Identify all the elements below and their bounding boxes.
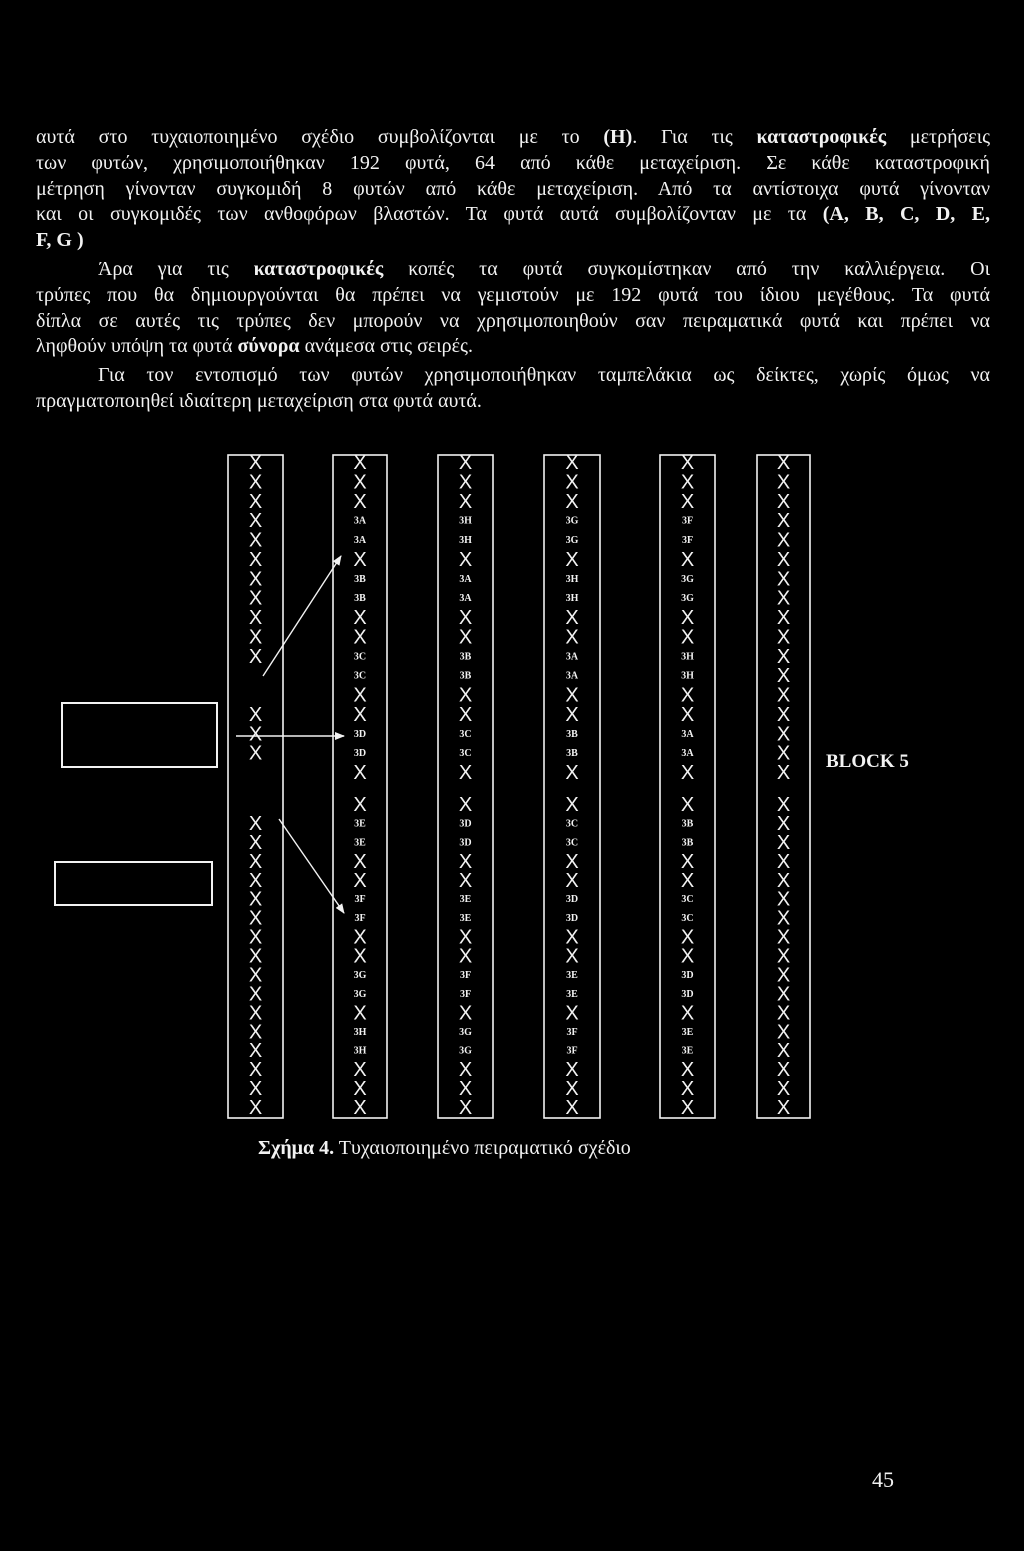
plant-label: 3H <box>353 1045 367 1057</box>
cross-mark: X <box>565 471 579 494</box>
cross-mark: X <box>776 452 791 474</box>
text-segment: . Για τις <box>632 126 757 148</box>
cross-mark: X <box>248 1097 263 1120</box>
cross-mark: X <box>353 1097 367 1120</box>
plant-label: 3C <box>565 837 579 849</box>
cross-mark: X <box>680 1078 695 1101</box>
cross-mark: X <box>248 645 263 668</box>
plant-label: 3A <box>681 748 694 760</box>
plant-label: 3H <box>459 515 472 527</box>
plant-label: 3C <box>353 651 367 663</box>
cross-mark: X <box>353 945 367 968</box>
plant-label: 3D <box>565 894 579 906</box>
cross-mark: X <box>248 529 263 552</box>
text-segment: Για τον εντοπισμό των φυτών χρησιμοποιήθηκαν ταμπελάκια ως δείκτες, χωρίς όμως να <box>98 364 990 387</box>
cross-mark: X <box>776 926 791 949</box>
text-segment: των φυτών, χρησιμοποιήθηκαν 192 φυτά, 64 από κάθε μεταχείριση. Σε κάθε καταστροφική <box>36 151 990 174</box>
caption-label: Σχήμα 4. <box>258 1137 335 1159</box>
cross-mark: X <box>248 723 263 746</box>
cross-mark: X <box>248 1021 263 1044</box>
cross-mark: X <box>353 1002 367 1025</box>
cross-mark: X <box>248 1040 263 1063</box>
cross-mark: X <box>776 471 791 494</box>
cross-mark: X <box>776 587 791 610</box>
plant-label: 3E <box>354 837 366 849</box>
cross-mark: X <box>565 794 579 816</box>
cross-mark: X <box>776 907 791 930</box>
plant-label: 3A <box>565 651 579 663</box>
cross-mark: X <box>565 684 579 707</box>
cross-mark: X <box>353 626 367 649</box>
cross-mark: X <box>353 762 367 784</box>
text-segment: δίπλα σε αυτές τις τρύπες δεν μπορούν να χρησιμοποιηθούν σαν πειραματικά φυτά και πρέπει να <box>36 309 990 332</box>
cross-mark: X <box>565 762 579 784</box>
cross-mark: X <box>353 703 367 726</box>
cross-mark: X <box>458 1059 473 1082</box>
cross-mark: X <box>248 964 263 987</box>
cross-mark: X <box>458 684 473 707</box>
cross-mark: X <box>776 1002 791 1025</box>
cross-mark: X <box>776 794 791 816</box>
plant-label: 3F <box>459 969 472 981</box>
plant-label: 3F <box>354 894 366 906</box>
plant-label: 3H <box>565 573 579 585</box>
cross-mark: X <box>680 607 695 629</box>
plant-label: 3A <box>353 515 367 527</box>
cross-mark: X <box>458 945 473 968</box>
plant-label: 3A <box>681 728 694 740</box>
cross-mark: X <box>776 510 791 533</box>
cross-mark: X <box>458 926 473 949</box>
cross-mark: X <box>458 703 473 726</box>
text-segment: Άρα για τις <box>98 257 254 280</box>
plant-label: 3B <box>566 748 578 760</box>
cross-mark: X <box>680 684 695 707</box>
plant-label: 3D <box>459 837 472 849</box>
cross-mark: X <box>680 626 695 649</box>
cross-mark: X <box>565 1059 579 1082</box>
cross-mark: X <box>248 831 263 854</box>
cross-mark: X <box>353 1059 367 1082</box>
plant-label: 3G <box>353 969 367 981</box>
plant-label: 3G <box>459 1045 472 1057</box>
plant-label: 3H <box>565 593 579 605</box>
cross-mark: X <box>680 548 695 571</box>
cross-mark: X <box>680 926 695 949</box>
plant-label: 3G <box>459 1026 472 1038</box>
cross-mark: X <box>776 888 791 911</box>
plant-label: 3D <box>681 988 694 1000</box>
plant-label: 3F <box>459 988 472 1000</box>
cross-mark: X <box>776 626 791 649</box>
plant-label: 3F <box>681 535 694 546</box>
cross-mark: X <box>458 548 473 571</box>
cross-mark: X <box>776 548 791 571</box>
side-box-upper <box>62 703 217 767</box>
cross-mark: X <box>565 626 579 649</box>
cross-mark: X <box>776 742 791 765</box>
arrow-to-3f-row <box>279 819 344 913</box>
cross-mark: X <box>776 983 791 1006</box>
plant-label: 3E <box>459 913 472 925</box>
cross-mark: X <box>353 607 367 629</box>
cross-mark: X <box>353 794 367 816</box>
cross-mark: X <box>680 1097 695 1120</box>
plant-label: 3F <box>566 1026 578 1038</box>
plant-label: 3G <box>681 573 694 585</box>
cross-mark: X <box>353 471 367 494</box>
cross-mark: X <box>565 1002 579 1025</box>
plant-label: 3E <box>681 1026 694 1038</box>
plant-label: 3F <box>681 515 694 527</box>
cross-mark: X <box>248 548 263 571</box>
cross-mark: X <box>565 703 579 726</box>
cross-mark: X <box>248 945 263 968</box>
cross-mark: X <box>776 568 791 591</box>
cross-mark: X <box>458 1097 473 1120</box>
plant-label: 3A <box>565 670 579 682</box>
plant-label: 3B <box>354 573 366 585</box>
cross-mark: X <box>248 926 263 949</box>
cross-mark: X <box>248 471 263 494</box>
cross-mark: X <box>458 626 473 649</box>
cross-mark: X <box>458 452 473 474</box>
cross-mark: X <box>248 568 263 591</box>
plant-label: 3C <box>353 670 367 682</box>
cross-mark: X <box>776 1078 791 1101</box>
plant-label: 3B <box>459 670 472 682</box>
plant-label: 3E <box>459 894 472 906</box>
cross-mark: X <box>353 490 367 513</box>
cross-mark: X <box>565 607 579 629</box>
emphasis-text: σύνορα <box>237 335 300 358</box>
plant-label: 3B <box>566 728 578 740</box>
cross-mark: X <box>458 762 473 784</box>
plant-label: 3D <box>353 728 367 740</box>
cross-mark: X <box>776 1040 791 1063</box>
plant-label: 3H <box>681 670 694 682</box>
emphasis-text: καταστροφικές <box>756 126 887 148</box>
arrow-to-3a-row <box>263 556 341 676</box>
cross-mark: X <box>776 529 791 552</box>
plant-label: 3H <box>681 651 694 663</box>
cross-mark: X <box>680 490 695 513</box>
cross-mark: X <box>458 794 473 816</box>
cross-mark: X <box>680 945 695 968</box>
cross-mark: X <box>776 762 791 784</box>
cross-mark: X <box>776 723 791 746</box>
cross-mark: X <box>565 1097 579 1120</box>
plot-marks <box>249 452 790 1119</box>
cross-mark: X <box>565 945 579 968</box>
cross-mark: X <box>680 794 695 816</box>
cross-mark: X <box>565 850 579 873</box>
cross-mark: X <box>458 471 473 494</box>
text-segment: ανάμεσα στις σειρές. <box>299 335 473 358</box>
cross-mark: X <box>565 869 579 892</box>
cross-mark: X <box>680 850 695 873</box>
cross-mark: X <box>353 869 367 892</box>
cross-mark: X <box>776 964 791 987</box>
plant-label: 3B <box>354 593 366 605</box>
text-segment: μετρήσεις <box>886 126 991 148</box>
cross-mark: X <box>680 1002 695 1025</box>
plant-label: 3A <box>459 593 472 605</box>
cross-mark: X <box>776 490 791 513</box>
plant-label: 3C <box>459 728 472 740</box>
cross-mark: X <box>680 762 695 784</box>
cross-mark: X <box>248 587 263 610</box>
plant-label: 3D <box>459 818 472 830</box>
cross-mark: X <box>776 1097 791 1120</box>
cross-mark: X <box>565 452 579 474</box>
plant-label: 3B <box>681 837 694 849</box>
symbol-reference: F, G ) <box>36 229 84 252</box>
cross-mark: X <box>248 703 263 726</box>
cross-mark: X <box>776 607 791 629</box>
cross-mark: X <box>776 1021 791 1044</box>
cross-mark: X <box>248 907 263 930</box>
cross-mark: X <box>353 452 367 474</box>
cross-mark: X <box>248 1078 263 1101</box>
cross-mark: X <box>248 452 263 474</box>
cross-mark: X <box>353 926 367 949</box>
cross-mark: X <box>458 607 473 629</box>
cross-mark: X <box>565 1078 579 1101</box>
cross-mark: X <box>680 471 695 494</box>
cross-mark: X <box>458 490 473 513</box>
cross-mark: X <box>776 945 791 968</box>
cross-mark: X <box>248 510 263 533</box>
cross-mark: X <box>248 812 263 835</box>
cross-mark: X <box>776 684 791 707</box>
caption-text: Τυχαιοποιημένο πειραματικό σχέδιο <box>334 1137 631 1159</box>
cross-mark: X <box>248 888 263 911</box>
cross-mark: X <box>776 831 791 854</box>
cross-mark: X <box>776 665 791 688</box>
cross-mark: X <box>248 607 263 629</box>
cross-mark: X <box>353 850 367 873</box>
text-segment: αυτά στο τυχαιοποιημένο σχέδιο συμβολίζονται με το <box>36 126 604 148</box>
plant-label: 3B <box>459 651 472 663</box>
cross-mark: X <box>565 548 579 571</box>
cross-mark: X <box>680 452 695 474</box>
symbol-reference: (A, B, C, D, E, <box>822 203 991 226</box>
cross-mark: X <box>248 1002 263 1025</box>
plant-label: 3G <box>353 988 367 1000</box>
figure-caption <box>258 1135 631 1161</box>
block-label: BLOCK 5 <box>826 751 909 772</box>
text-segment: και οι συγκομιδές των ανθοφόρων βλαστών. Τα φυτά αυτά συμβολίζονταν με τα <box>36 203 823 226</box>
cross-mark: X <box>248 869 263 892</box>
cross-mark: X <box>776 1059 791 1082</box>
cross-mark: X <box>458 869 473 892</box>
plant-label: 3C <box>459 748 472 760</box>
plant-label: 3D <box>681 969 694 981</box>
plant-label: 3E <box>566 969 578 981</box>
cross-mark: X <box>353 684 367 707</box>
side-box-lower <box>55 862 212 905</box>
cross-mark: X <box>248 742 263 765</box>
plant-label: 3F <box>354 913 366 925</box>
cross-mark: X <box>776 850 791 873</box>
cross-mark: X <box>680 869 695 892</box>
cross-mark: X <box>248 850 263 873</box>
plant-label: 3E <box>566 988 578 1000</box>
cross-mark: X <box>776 869 791 892</box>
cross-mark: X <box>776 703 791 726</box>
cross-mark: X <box>458 1078 473 1101</box>
plant-label: 3D <box>565 913 579 925</box>
cross-mark: X <box>353 1078 367 1101</box>
cross-mark: X <box>680 703 695 726</box>
text-segment: μέτρηση γίνονταν συγκομιδή 8 φυτών από κάθε μεταχείριση. Από τα αντίστοιχα φυτά γίνονταν <box>36 177 990 200</box>
plant-label: 3C <box>681 913 694 925</box>
plant-label: 3C <box>565 818 579 830</box>
plant-label: 3G <box>681 593 694 605</box>
cross-mark: X <box>680 1059 695 1082</box>
cross-mark: X <box>565 926 579 949</box>
cross-mark: X <box>248 983 263 1006</box>
emphasis-text: καταστροφικές <box>253 257 384 280</box>
plant-label: 3F <box>566 1045 578 1057</box>
plant-label: 3A <box>353 535 367 546</box>
cross-mark: X <box>248 626 263 649</box>
plant-label: 3B <box>681 818 694 830</box>
plant-label: 3A <box>459 573 472 585</box>
cross-mark: X <box>248 490 263 513</box>
plant-label: 3C <box>681 894 694 906</box>
plant-label: 3G <box>565 535 579 546</box>
plant-label: 3H <box>459 535 472 546</box>
page-number: 45 <box>872 1467 894 1492</box>
plant-label: 3E <box>681 1045 694 1057</box>
cross-mark: X <box>458 1002 473 1025</box>
cross-mark: X <box>776 645 791 668</box>
cross-mark: X <box>248 1059 263 1082</box>
plant-label: 3H <box>353 1026 367 1038</box>
text-segment: κοπές τα φυτά συγκομίστηκαν από την καλλιέργεια. Οι <box>383 257 991 280</box>
cross-mark: X <box>458 850 473 873</box>
plant-label: 3D <box>353 748 367 760</box>
plant-label: 3G <box>565 515 579 527</box>
cross-mark: X <box>776 812 791 835</box>
cross-mark: X <box>565 490 579 513</box>
plant-label: 3E <box>354 818 366 830</box>
text-segment: ληφθούν υπόψη τα φυτά <box>36 335 238 358</box>
cross-mark: X <box>353 548 367 571</box>
text-segment: τρύπες που θα δημιουργούνται θα πρέπει να γεμιστούν με 192 φυτά του ίδιου μεγέθους. Τα φυτά <box>36 283 990 306</box>
text-segment: πραγματοποιηθεί ιδιαίτερη μεταχείριση στα φυτά αυτά. <box>36 389 482 412</box>
symbol-reference: (H) <box>603 126 633 148</box>
